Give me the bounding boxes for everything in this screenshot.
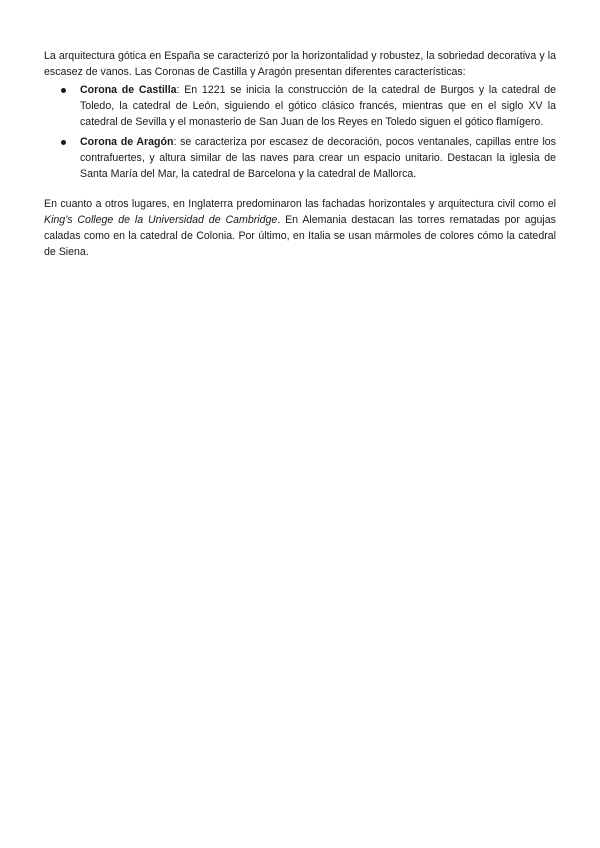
list-item-castilla <box>44 82 556 130</box>
other-places-paragraph <box>44 196 556 260</box>
intro-paragraph: La arquitectura gótica en España se caracterizó por la horizontalidad y robustez, la sobriedad decorativa y la escasez de vanos. Las Coronas de Castilla y Aragón presentan diferentes características: <box>44 50 556 78</box>
kingdoms-list <box>44 82 556 182</box>
list-item-aragon <box>44 134 556 182</box>
kings-college-title: King's College de la Universidad de Cambridge <box>44 214 278 226</box>
castilla-description: : En 1221 se inicia la construcción de la catedral de Burgos y la catedral de Toledo, la catedral de León, siguiendo el gótico clásico francés, mientras que en el siglo XV la catedral de Sevilla y el monasterio de San Juan de los Reyes en Toledo siguen el gótico flamígero. <box>80 84 556 128</box>
document-page <box>44 48 556 260</box>
bullet-icon <box>61 140 66 145</box>
other-places-text-start: En cuanto a otros lugares, en Inglaterra predominaron las fachadas horizontales y arquitectura civil como el <box>44 198 556 210</box>
bullet-icon <box>61 88 66 93</box>
castilla-term: Corona de Castilla <box>80 84 177 96</box>
aragon-term: Corona de Aragón <box>80 136 174 148</box>
other-places-text-end: . En Alemania destacan las torres rematadas por agujas caladas como en la catedral de Colonia. Por último, en Italia se usan mármoles de colores cómo la catedral de Siena. <box>44 214 556 258</box>
aragon-description: : se caracteriza por escasez de decoración, pocos ventanales, capillas entre los contrafuertes, y altura similar de las naves para crear un espacio unitario. Destacan la iglesia de Santa María del Mar, la catedral de Barcelona y la catedral de Mallorca. <box>80 136 556 180</box>
